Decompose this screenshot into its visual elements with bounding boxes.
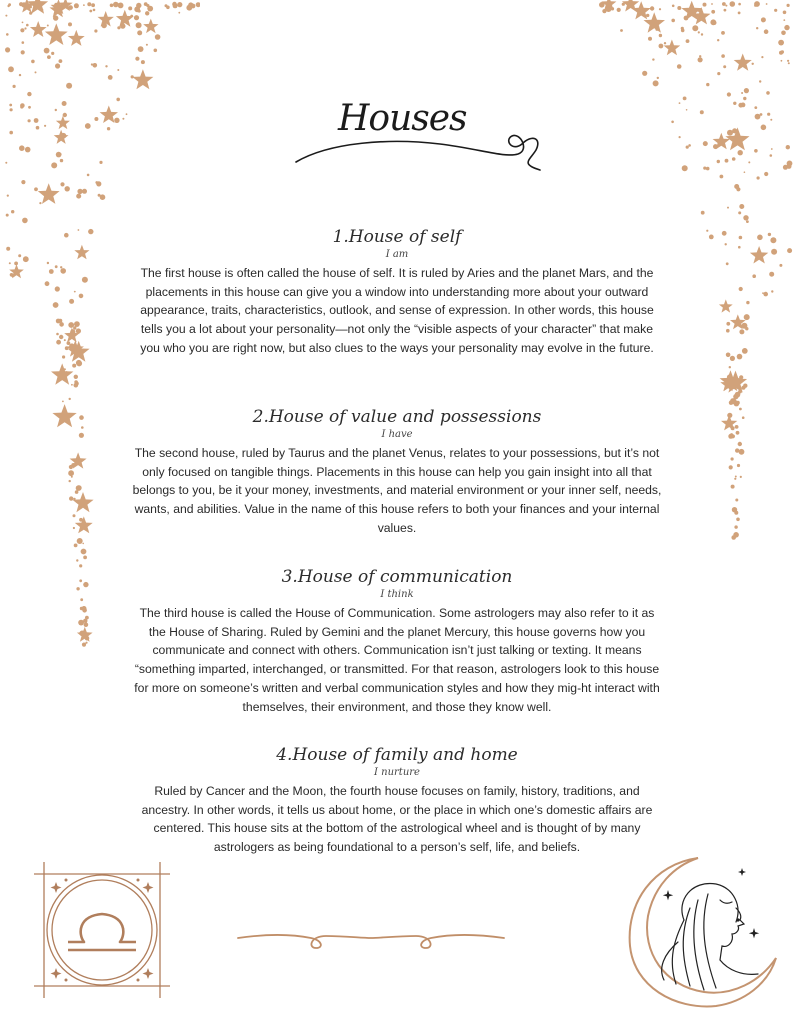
house-body-4: Ruled by Cancer and the Moon, the fourth house focuses on family, history, traditions, and ancestry. In other words, it tells us about home, or the place in which one’s domestic affairs are centered. This house sits at the bottom of the astrological wheel and is thought of by many astrologers as being foundational to a person’s self, life, and beliefs. — [141, 784, 653, 855]
libra-icon — [34, 860, 170, 1000]
house-heading-3: 3.House of communication — [281, 567, 513, 587]
house-subtitle-2: I have — [381, 429, 413, 440]
house-heading-2: 2.House of value and possessions — [252, 407, 542, 427]
house-section-3 — [130, 566, 664, 716]
house-subtitle-3: I think — [380, 589, 414, 600]
house-subtitle-4: I nurture — [374, 767, 420, 778]
page-title: Houses — [338, 98, 467, 139]
house-section-4 — [130, 744, 664, 857]
house-body-3: The third house is called the House of Communication. Some astrologers may also refer to it as the House of Sharing. Ruled by Gemini and the planet Mercury, this house governs how you communicate and connect with others. Communication isn’t just talking or texting. It means “something imparted, interchanged, or transmitted. For that reason, astrologers look to this house for more on someone’s written and verbal communication styles and how they mig-ht interact with themselves, their environment, and those they know well. — [134, 606, 660, 714]
swirl-divider-icon — [236, 924, 506, 954]
house-section-1 — [130, 226, 664, 358]
moon-woman-icon — [624, 850, 784, 1010]
house-section-2 — [130, 406, 664, 538]
title-block — [290, 92, 550, 182]
house-subtitle-1: I am — [385, 249, 409, 260]
house-body-1: The first house is often called the house of self. It is ruled by Aries and the planet Mars, and the placements in this house can give you a window into understanding more about your outward appearance, traits, characteristics, outlook, and sense of expression. In other words, this house tells you a lot about your personality—not only the “visible aspects of your character” that make you who you are right now, but also clues to the ways your personality may evolve in the future. — [140, 266, 654, 355]
house-heading-4: 4.House of family and home — [276, 745, 518, 765]
house-body-2: The second house, ruled by Taurus and the planet Venus, relates to your possessions, but it’s not only focused on tangible things. Placements in this house can help you gain insight into all that belongs to you, be it your money, investments, and material environment or your inner self, needs, wants, and abilities. Value in the name of this house refers to both your finances and your internal values. — [132, 446, 662, 535]
house-heading-1: 1.House of self — [332, 227, 462, 247]
